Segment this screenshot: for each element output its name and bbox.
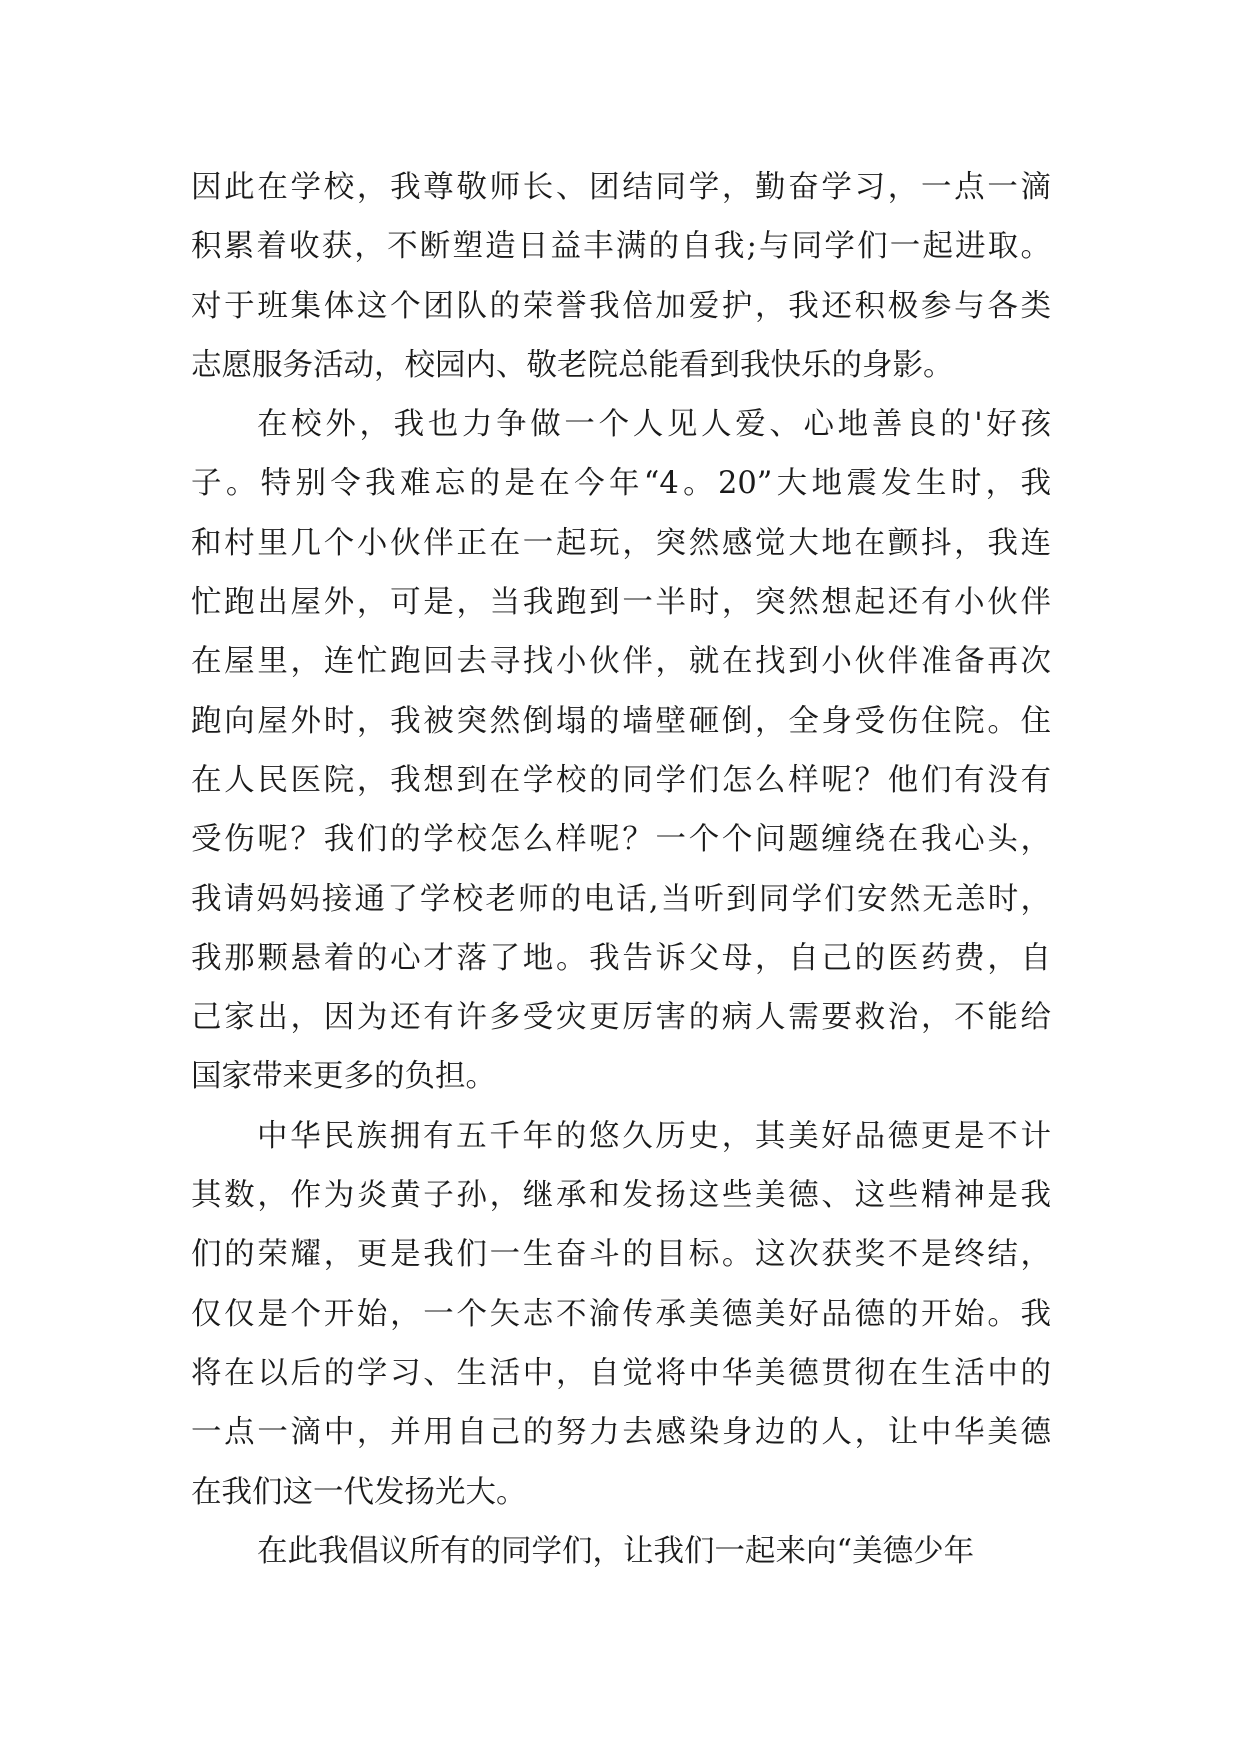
text-line: 受伤呢？我们的学校怎么样呢？一个个问题缠绕在我心头，	[191, 822, 1051, 858]
text-line: 其数，作为炎黄子孙，继承和发扬这些美德、这些精神是我	[191, 1178, 1051, 1214]
paragraph-first-line: 在此我倡议所有的同学们，让我们一起来向“美德少年	[257, 1533, 975, 1569]
text-line: 我那颗悬着的心才落了地。我告诉父母，自己的医药费，自	[191, 940, 1051, 976]
body-text	[191, 158, 1051, 1581]
text-line: 跑向屋外时，我被突然倒塌的墙壁砸倒，全身受伤住院。住	[191, 703, 1051, 739]
text-line: 仅仅是个开始，一个矢志不渝传承美德美好品德的开始。我	[191, 1296, 1051, 1332]
text-line: 国家带来更多的负担。	[191, 1059, 496, 1095]
text-line: 在人民医院，我想到在学校的同学们怎么样呢？他们有没有	[191, 762, 1051, 798]
text-line: 在屋里，连忙跑回去寻找小伙伴，就在找到小伙伴准备再次	[191, 644, 1051, 680]
text-line: 一点一滴中，并用自己的努力去感染身边的人，让中华美德	[191, 1415, 1051, 1451]
text-line: 我请妈妈接通了学校老师的电话,当听到同学们安然无恙时，	[191, 881, 1051, 917]
text-line: 己家出，因为还有许多受灾更厉害的病人需要救治，不能给	[191, 1000, 1051, 1036]
text-line: 们的荣耀，更是我们一生奋斗的目标。这次获奖不是终结，	[191, 1237, 1051, 1273]
text-line: 和村里几个小伙伴正在一起玩，突然感觉大地在颤抖，我连	[191, 525, 1051, 561]
text-line: 在我们这一代发扬光大。	[191, 1474, 527, 1510]
paragraph-first-line: 在校外，我也力争做一个人见人爱、心地善良的'好孩	[257, 407, 1051, 443]
text-line: 积累着收获，不断塑造日益丰满的自我;与同学们一起进取。	[191, 229, 1051, 265]
text-line: 因此在学校，我尊敬师长、团结同学，勤奋学习，一点一滴	[191, 170, 1051, 205]
paragraph-first-line: 中华民族拥有五千年的悠久历史，其美好品德更是不计	[257, 1118, 1051, 1154]
text-line: 子。特别令我难忘的是在今年“4。20”大地震发生时，我	[191, 466, 1051, 502]
text-line: 忙跑出屋外，可是，当我跑到一半时，突然想起还有小伙伴	[191, 585, 1051, 621]
text-line: 对于班集体这个团队的荣誉我倍加爱护，我还积极参与各类	[191, 288, 1051, 324]
text-line: 志愿服务活动，校园内、敬老院总能看到我快乐的身影。	[191, 347, 954, 383]
text-line: 将在以后的学习、生活中，自觉将中华美德贯彻在生活中的	[191, 1355, 1051, 1391]
